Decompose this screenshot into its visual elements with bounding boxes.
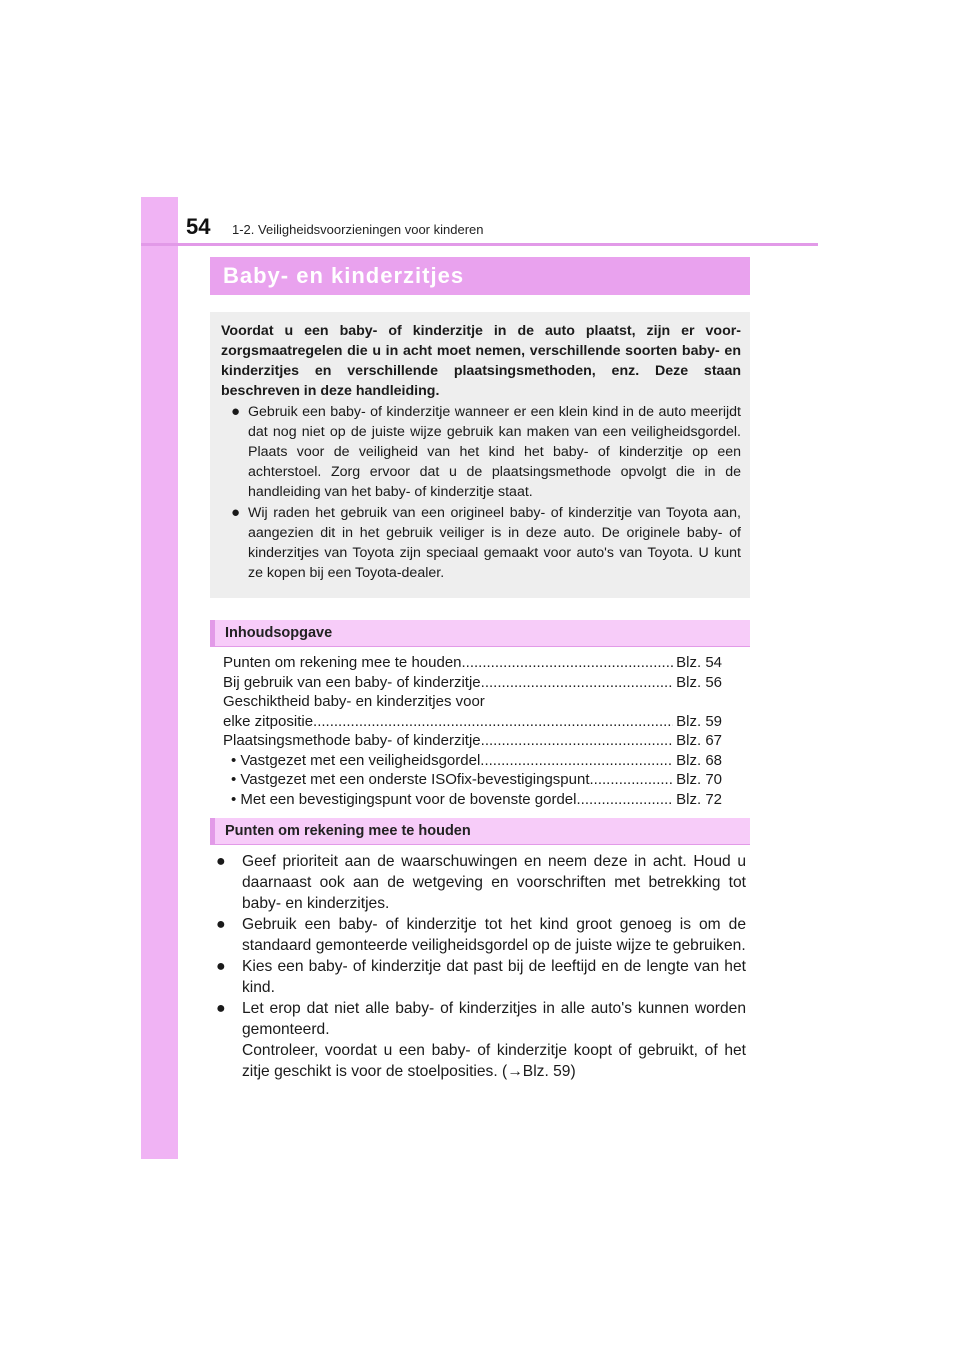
toc-row[interactable] — [223, 731, 722, 751]
list-item-text: Wij raden het gebruik van een origineel baby- of kinderzitje van Toyota aan, aangezien dit in het gebruik veiliger is in deze auto. De originele baby- of kinderzitjes van Toyota zijn speciaal gemaakt voor auto's van Toyota. U kunt ze kopen bij een Toyota-dealer. — [248, 505, 741, 581]
list-item-text: Kies een baby- of kinderzitje dat past bij de leeftijd en de lengte van het kind. — [242, 958, 746, 996]
toc-row[interactable] — [223, 673, 722, 693]
bullet-icon: ● — [216, 916, 226, 933]
bullet-icon: ● — [216, 853, 226, 870]
bullet-icon: ● — [216, 958, 226, 975]
table-of-contents — [223, 653, 722, 809]
toc-entry-text: • Met een bevestigingspunt voor de bovenste gordel — [231, 790, 577, 808]
toc-entry-text: Bij gebruik van een baby- of kinderzitje — [223, 673, 481, 691]
chapter-header-title: 1-2. Veiligheidsvoorzieningen voor kinderen — [232, 222, 484, 237]
toc-row[interactable] — [223, 790, 722, 810]
list-item — [221, 503, 741, 583]
toc-page-ref: Blz. 68 — [676, 751, 722, 769]
list-item-text: Gebruik een baby- of kinderzitje wanneer er een klein kind in de auto meerijdt dat nog niet op de juiste wijze gebruik kan maken van een veiligheidsgordel. Plaats voor de veiligheid van het kind het baby- of kinderzitje op een achterstoel. Zorg ervoor dat u de plaatsingsmethode opvolgt die in de handleiding van het baby- of kinderzitje staat. — [248, 404, 741, 500]
toc-page-ref: Blz. 70 — [676, 771, 722, 788]
toc-leader-dots — [462, 653, 674, 673]
list-item-text: Let erop dat niet alle baby- of kinderzitjes in alle auto's kunnen worden gemonteerd. — [242, 1000, 746, 1038]
toc-leader-dots — [481, 731, 673, 751]
toc-page-ref: Blz. 56 — [676, 673, 722, 691]
list-item — [216, 851, 746, 914]
toc-page-ref: Blz. 67 — [676, 732, 722, 749]
points-bullet-list — [216, 851, 746, 1082]
list-item — [216, 956, 746, 998]
points-heading: Punten om rekening mee te houden — [210, 818, 750, 844]
toc-entry-text: • Vastgezet met een onderste ISOfix-bevestigingspunt — [231, 771, 590, 788]
toc-page-ref: Blz. 54 — [676, 654, 722, 671]
toc-row[interactable] — [223, 751, 722, 771]
toc-leader-dots — [481, 673, 673, 693]
toc-heading: Inhoudsopgave — [210, 620, 750, 646]
continuation-text: Controleer, voordat u een baby- of kinderzitje koopt of gebruikt, of het zitje geschikt is voor de stoelposities. (→Blz. 59) — [242, 1042, 746, 1080]
toc-leader-dots — [480, 751, 673, 771]
toc-entry-text: Plaatsingsmethode baby- of kinderzitje — [223, 732, 481, 749]
toc-entry-text: Punten om rekening mee te houden — [223, 654, 462, 671]
toc-row[interactable] — [223, 712, 722, 732]
intro-box — [210, 312, 750, 598]
toc-entry-text: Geschiktheid baby- en kinderzitjes voor — [223, 693, 485, 710]
toc-leader-dots — [590, 770, 674, 790]
list-item — [216, 914, 746, 956]
list-item — [221, 402, 741, 502]
section-title-bar — [210, 257, 750, 295]
toc-entry-text: elke zitpositie — [223, 712, 314, 730]
section-title: Baby- en kinderzitjes — [223, 263, 465, 288]
toc-leader-dots — [576, 790, 673, 810]
toc-page-ref: Blz. 59 — [676, 712, 722, 730]
toc-page-ref: Blz. 72 — [676, 790, 722, 808]
toc-row[interactable] — [223, 770, 722, 790]
page-number: 54 — [186, 214, 211, 239]
bullet-icon: ● — [216, 1000, 226, 1017]
toc-leader-dots — [313, 712, 673, 732]
bullet-icon: ● — [231, 403, 241, 420]
list-item-text: Gebruik een baby- of kinderzitje tot het kind groot genoeg is om de standaard gemonteerde veiligheidsgordel op de juiste wijze te gebruiken. — [242, 916, 746, 954]
toc-row — [223, 692, 722, 712]
list-item-text: Geef prioriteit aan de waarschuwingen en neem deze in acht. Houd u daarnaast ook aan de wetgeving en voorschriften met betrekking tot baby- en kinderzitjes. — [242, 853, 746, 912]
chapter-sidebar-tab — [141, 197, 178, 1159]
header-divider — [141, 243, 818, 246]
intro-bullet-list — [221, 402, 741, 583]
toc-row[interactable] — [223, 653, 722, 673]
bullet-icon: ● — [231, 504, 241, 521]
intro-lead-text: Voordat u een baby- of kinderzitje in de auto plaatst, zijn er voorzorgsmaatregelen die u in acht moet nemen, verschillende soorten baby- en kinderzitjes en verschillende plaatsingsmethoden, enz. Deze staan beschreven in deze handleiding. — [221, 323, 741, 399]
toc-entry-text: • Vastgezet met een veiligheidsgordel — [231, 751, 481, 769]
list-item — [216, 998, 746, 1082]
